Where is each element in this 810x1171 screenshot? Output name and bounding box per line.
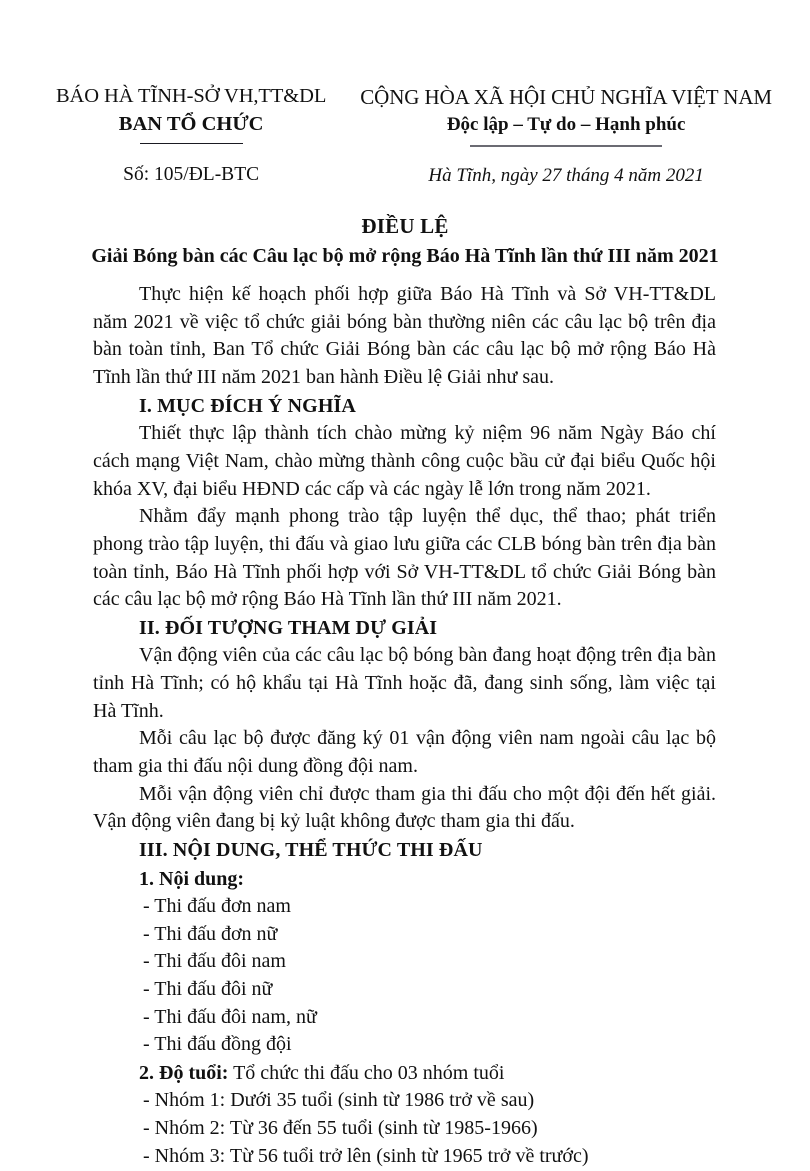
section-1-paragraph-2: Nhằm đẩy mạnh phong trào tập luyện thể dục, thể thao; phát triển phong trào tập luyện, thi đấu và giao lưu giữa các CLB bóng bàn trên địa bàn toàn tỉnh, Báo Hà Tĩnh phối hợp với Sở VH-TT&DL tổ chức Giải Bóng bàn các câu lạc bộ mở rộng Báo Hà Tĩnh lần thứ III năm 2021. <box>93 505 716 611</box>
age-intro-text: Tổ chức thi đấu cho 03 nhóm tuổi <box>228 1062 505 1085</box>
subsection-label-content: 1. Nội dung: <box>139 867 245 890</box>
national-motto: Độc lập – Tự do – Hạnh phúc <box>446 114 686 136</box>
age-label: 2. Độ tuổi: <box>139 1062 229 1085</box>
section-heading-1: I. MỤC ĐÍCH Ý NGHĨA <box>139 394 356 417</box>
document-title-block <box>0 213 810 271</box>
section-heading-2: II. ĐỐI TƯỢNG THAM DỰ GIẢI <box>139 616 438 639</box>
section-2-paragraph-2: Mỗi câu lạc bộ được đăng ký 01 vận động viên nam ngoài câu lạc bộ tham gia thi đấu nội dung đồng đội nam. <box>93 727 716 778</box>
issuing-department: BAN TỔ CHỨC <box>118 112 264 135</box>
subsection-label-age <box>93 1059 716 1087</box>
list-item: - Thi đấu đơn nam <box>143 894 291 917</box>
list-item: - Nhóm 2: Từ 36 đến 55 tuổi (sinh từ 1985-1966) <box>143 1117 538 1140</box>
header-divider-left <box>140 143 243 144</box>
event-list <box>93 893 716 1059</box>
place-and-date: Hà Tĩnh, ngày 27 tháng 4 năm 2021 <box>428 164 704 186</box>
issuing-organization: BÁO HÀ TĨNH-SỞ VH,TT&DL <box>55 85 327 107</box>
intro-paragraph: Thực hiện kế hoạch phối hợp giữa Báo Hà Tĩnh và Sở VH-TT&DL năm 2021 về việc tổ chức giải bóng bàn thường niên các câu lạc bộ trên địa bàn toàn tỉnh, Ban Tổ chức Giải Bóng bàn các câu lạc bộ mở rộng Báo Hà Tĩnh lần thứ III năm 2021 ban hành Điều lệ Giải như sau. <box>93 282 716 389</box>
national-heading-block <box>360 84 810 187</box>
list-item: - Nhóm 3: Từ 56 tuổi trở lên (sinh từ 1965 trở về trước) <box>143 1144 589 1167</box>
list-item: - Thi đấu đôi nam <box>143 950 286 973</box>
page-subtitle: Giải Bóng bàn các Câu lạc bộ mở rộng Báo Hà Tĩnh lần thứ III năm 2021 <box>91 244 719 267</box>
list-item: - Nhóm 1: Dưới 35 tuổi (sinh từ 1986 trở về sau) <box>143 1089 535 1112</box>
section-heading-3: III. NỘI DUNG, THỂ THỨC THI ĐẤU <box>139 839 483 862</box>
list-item: - Thi đấu đôi nữ <box>143 977 273 1000</box>
list-item: - Thi đấu đơn nữ <box>143 922 278 945</box>
document-body <box>93 281 716 1171</box>
list-item: - Thi đấu đôi nam, nữ <box>143 1005 317 1028</box>
issuing-authority-block <box>22 84 360 186</box>
document-number: Số: 105/ĐL-BTC <box>123 164 260 186</box>
header-divider-right <box>470 145 662 147</box>
section-2-paragraph-1: Vận động viên của các câu lạc bộ bóng bàn đang hoạt động trên địa bàn tỉnh Hà Tĩnh; có hộ khẩu tại Hà Tĩnh hoặc đã, đang sinh sống, làm việc tại Hà Tĩnh. <box>93 644 716 722</box>
list-item: - Thi đấu đồng đội <box>143 1033 292 1056</box>
section-2-paragraph-3: Mỗi vận động viên chỉ được tham gia thi đấu cho một đội đến hết giải. Vận động viên đang bị kỷ luật không được tham gia thi đấu. <box>93 782 716 833</box>
nation-name: CỘNG HÒA XÃ HỘI CHỦ NGHĨA VIỆT NAM <box>360 85 772 109</box>
section-1-paragraph-1: Thiết thực lập thành tích chào mừng kỷ niệm 96 năm Ngày Báo chí cách mạng Việt Nam, chào mừng thành công cuộc bầu cử đại biểu Quốc hội khóa XV, đại biểu HĐND các cấp và các ngày lễ lớn trong năm 2021. <box>93 422 716 500</box>
page-title: ĐIỀU LỆ <box>361 213 449 238</box>
document-header <box>0 0 810 187</box>
